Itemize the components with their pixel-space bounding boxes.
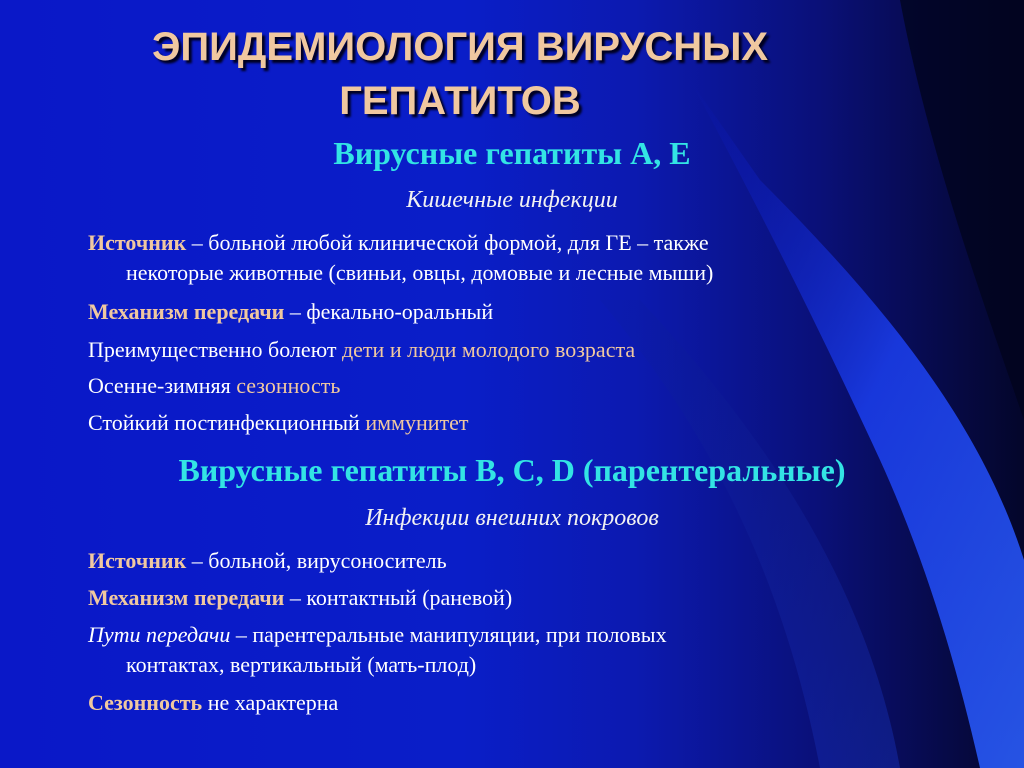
ae-source-text-continued: некоторые животные (свиньи, овцы, домовые и лесные мыши) <box>126 260 714 285</box>
bcd-season-text: не характерна <box>202 690 339 715</box>
ae-source-text: – больной любой клинической формой, для ГЕ – также <box>186 230 709 255</box>
ae-source-line <box>88 228 918 288</box>
ae-ill-text: Преимущественно болеют <box>88 337 342 362</box>
bcd-season-line <box>88 688 918 718</box>
section-heading-bcd: Вирусные гепатиты B, C, D (парентеральные) <box>178 452 846 488</box>
ae-mechanism-label: Механизм передачи <box>88 299 285 324</box>
slide-title-line2: ГЕПАТИТОВ <box>339 79 581 123</box>
section-subtitle-ae: Кишечные инфекции <box>406 187 618 213</box>
bcd-mechanism-text: – контактный (раневой) <box>284 585 513 610</box>
bcd-routes-text: – парентеральные манипуляции, при половых <box>230 622 667 647</box>
slide-title-line1: ЭПИДЕМИОЛОГИЯ ВИРУСНЫХ <box>151 25 769 69</box>
bcd-routes-label: Пути передачи <box>88 622 231 647</box>
ae-season-line <box>88 371 918 401</box>
bcd-routes-line <box>88 620 918 680</box>
ae-immunity-line <box>88 408 918 438</box>
bcd-mechanism-line <box>88 583 918 613</box>
ae-season-text: Осенне-зимняя <box>88 373 237 398</box>
ae-mechanism-text: – фекально-оральный <box>284 299 494 324</box>
bcd-source-label: Источник <box>88 548 187 573</box>
ae-mechanism-line <box>88 297 918 327</box>
ae-source-label: Источник <box>88 230 187 255</box>
ae-immunity-highlight: иммунитет <box>365 410 469 435</box>
ae-immunity-text: Стойкий постинфекционный <box>88 410 366 435</box>
bcd-source-text: – больной, вирусоноситель <box>186 548 447 573</box>
bcd-source-line <box>88 546 918 576</box>
bcd-routes-text-continued: контактах, вертикальный (мать-плод) <box>126 652 477 677</box>
ae-ill-highlight: дети и люди молодого возраста <box>341 337 636 362</box>
ae-season-highlight: сезонность <box>236 373 341 398</box>
section-heading-ae: Вирусные гепатиты А, Е <box>333 135 691 171</box>
bcd-season-label: Сезонность <box>88 690 203 715</box>
ae-ill-line <box>88 335 918 365</box>
section-subtitle-bcd: Инфекции внешних покровов <box>365 505 659 531</box>
bcd-mechanism-label: Механизм передачи <box>88 585 285 610</box>
